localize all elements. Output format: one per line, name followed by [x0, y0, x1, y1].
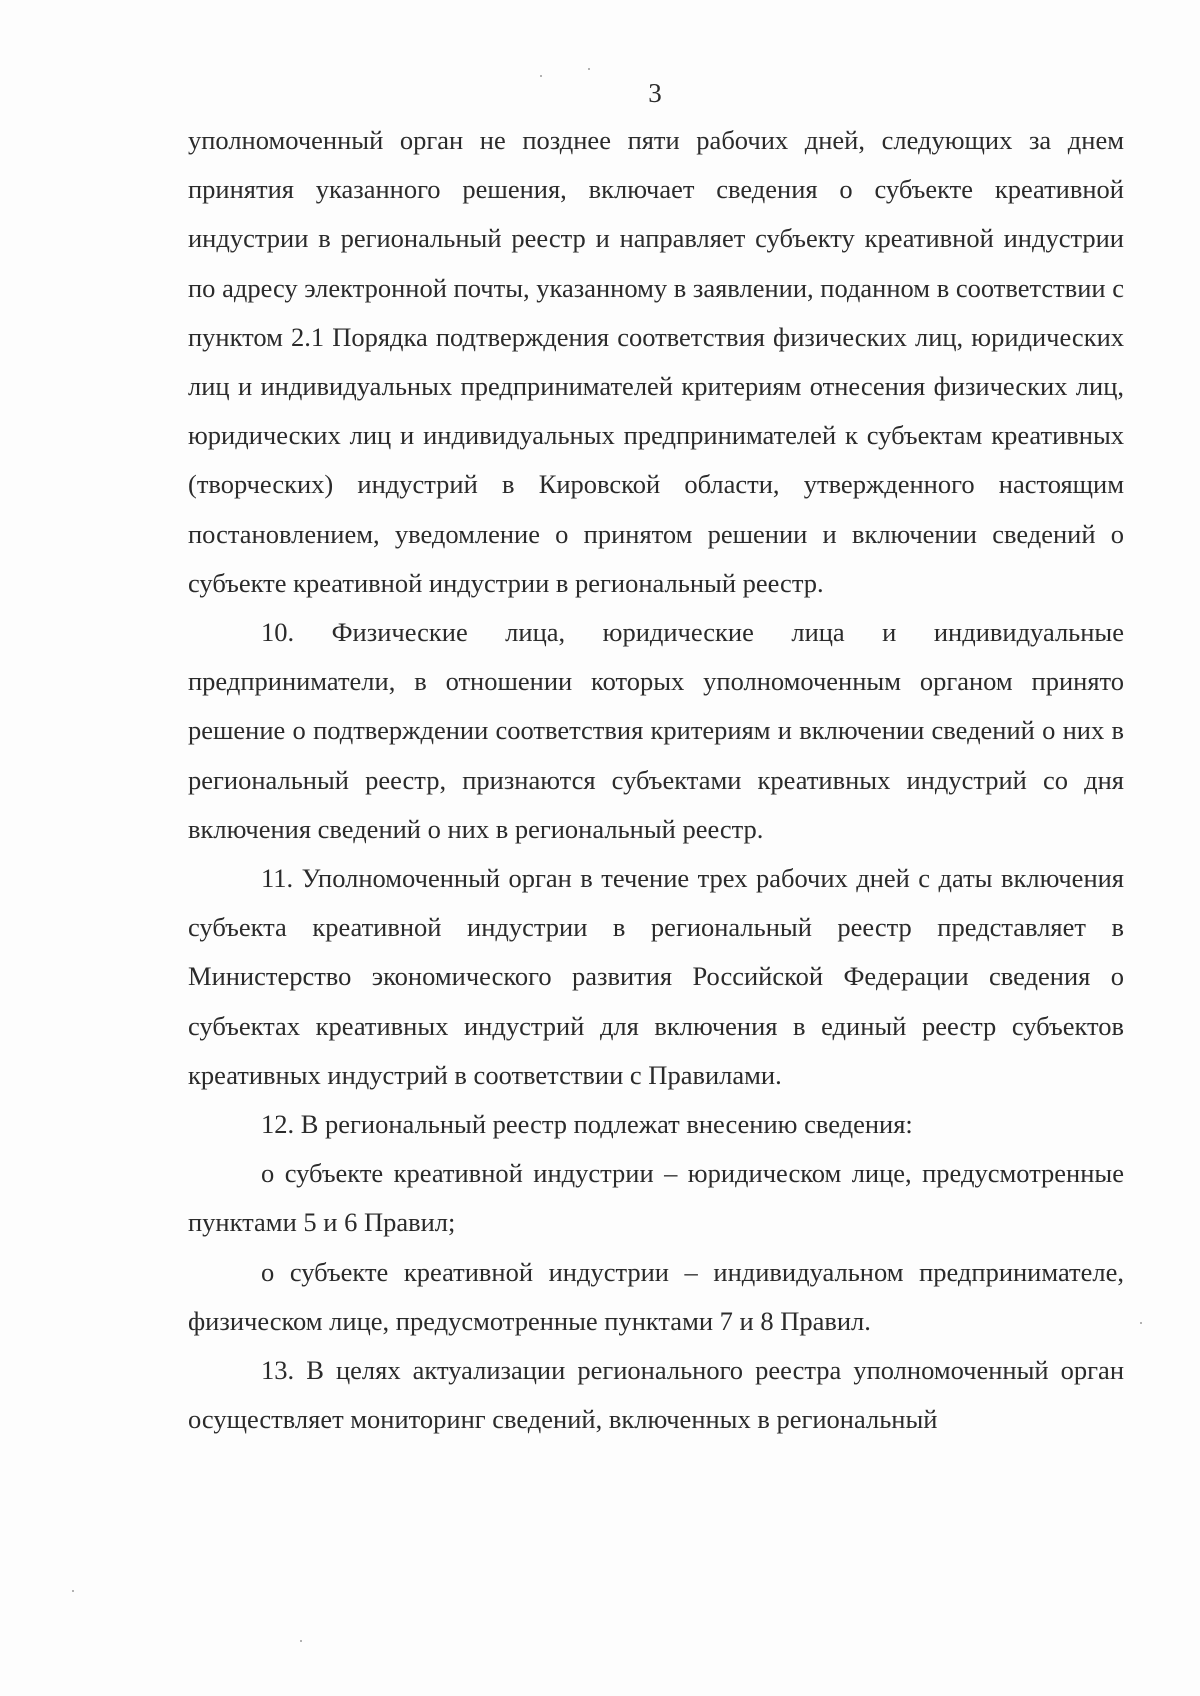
- scan-speck: [72, 1590, 74, 1592]
- paragraph-11: 11. Уполномоченный орган в течение трех рабочих дней с даты включения субъекта креативной индустрии в региональный реестр представляет в Министерство экономического развития Российской Федерации сведения о субъектах креативных индустрий для включения в единый реестр субъектов креативных индустрий в соответствии с Правилами.: [188, 863, 1124, 1090]
- paragraph-10: 10. Физические лица, юридические лица и индивидуальные предприниматели, в отношении которых уполномоченным органом принято решение о подтверждении соответствия критериям и включении сведений о них в региональный реестр, признаются субъектами креативных индустрий со дня включения сведений о них в региональный реестр.: [188, 617, 1124, 844]
- page-number: 3: [648, 78, 662, 108]
- scan-speck: [540, 75, 542, 77]
- scan-speck: [1140, 1322, 1142, 1324]
- paragraph-continuation: уполномоченный орган не позднее пяти рабочих дней, следующих за днем принятия указанного решения, включает сведения о субъекте креативной индустрии в региональный реестр и направляет субъекту креативной индустрии по адресу электронной почты, указанному в заявлении, поданном в соответствии с пунктом 2.1 Порядка подтверждения соответствия физических лиц, юридических лиц и индивидуальных предпринимателей критериям отнесения физических лиц, юридических лиц и индивидуальных предпринимателей к субъектам креативных (творческих) индустрий в Кировской области, утвержденного настоящим постановлением, уведомление о принятом решении и включении сведений о субъекте креативной индустрии в региональный реестр.: [188, 125, 1124, 598]
- paragraph-13: 13. В целях актуализации регионального реестра уполномоченный орган осуществляет мониторинг сведений, включенных в региональный: [188, 1355, 1124, 1435]
- scan-speck: [588, 68, 590, 70]
- document-body: [188, 116, 1124, 1444]
- paragraph-12: 12. В региональный реестр подлежат внесению сведения:: [261, 1109, 913, 1140]
- paragraph-12-item-legal-entity: о субъекте креативной индустрии – юридическом лице, предусмотренные пунктами 5 и 6 Правил;: [188, 1158, 1124, 1238]
- scan-speck: [300, 1640, 302, 1642]
- paragraph-12-item-individual: о субъекте креативной индустрии – индивидуальном предпринимателе, физическом лице, предусмотренные пунктами 7 и 8 Правил.: [188, 1256, 1124, 1336]
